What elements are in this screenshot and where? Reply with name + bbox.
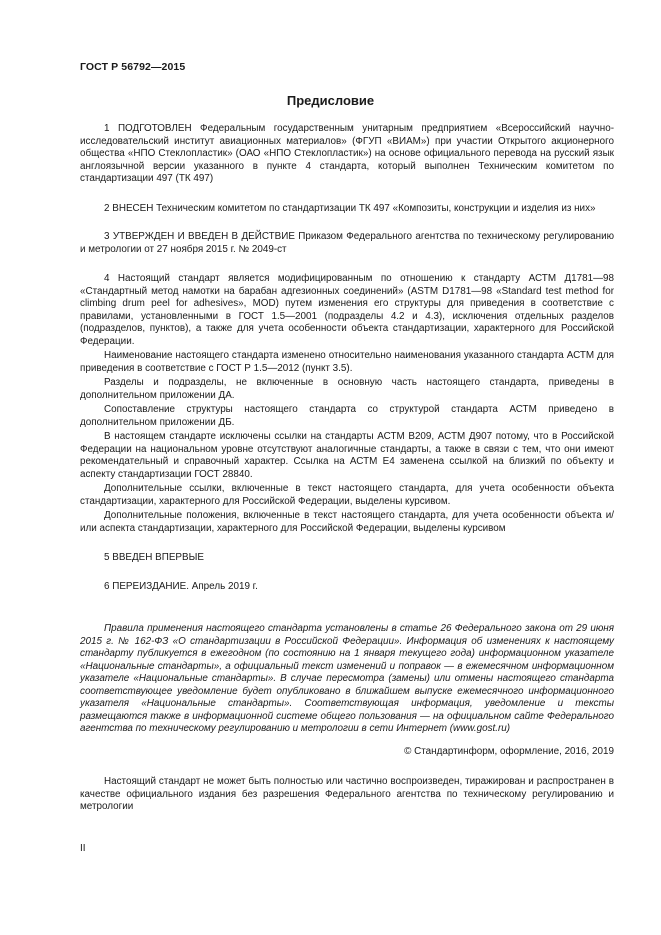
paragraph-4-structure: Сопоставление структуры настоящего стандарта со структурой стандарта АСТМ приведено в дополнительном приложении ДБ. bbox=[80, 404, 614, 428]
legal-notice: Правила применения настоящего стандарта установлены в статье 26 Федерального закона от 29 июня 2015 г. № 162-ФЗ «О стандартизации в Российской Федерации». Информация об изменениях к настоящему стандарту публикуется в ежегодном (по состоянию на 1 января текущего года) информационном указателе «Национальные стандарты», а официальный текст изменений и поправок — в ежемесячном информационном указателе «Национальные стандарты». В случае пересмотра (замены) или отмены настоящего стандарта соответствующее уведомление будет опубликовано в ближайшем выпуске ежемесячного информационного указателя «Национальные стандарты». Соответствующая информация, уведомление и тексты размещаются также в информационной системе общего пользования — на официальном сайте Федерального агентства по техническому регулированию и метрологии в сети Интернет (www.gost.ru) bbox=[80, 623, 614, 734]
paragraph-3-approved: 3 УТВЕРЖДЕН И ВВЕДЕН В ДЕЙСТВИЕ Приказом Федерального агентства по техническому регулированию и метрологии от 27 ноября 2015 г. № 2049-ст bbox=[80, 231, 614, 255]
reproduction-notice: Настоящий стандарт не может быть полностью или частично воспроизведен, тиражирован и распространен в качестве официального издания без разрешения Федерального агентства по техническому регулированию и метрологии bbox=[80, 776, 614, 812]
copyright-line: © Стандартинформ, оформление, 2016, 2019 bbox=[404, 745, 614, 757]
standard-code-header: ГОСТ Р 56792—2015 bbox=[80, 61, 186, 73]
paragraph-4-additional-refs: Дополнительные ссылки, включенные в текст настоящего стандарта, для учета особенности объекта стандартизации, характерного для Российской Федерации, выделены курсивом. bbox=[80, 483, 614, 507]
paragraph-5-first-introduced: 5 ВВЕДЕН ВПЕРВЫЕ bbox=[104, 552, 204, 563]
paragraph-4-additional-provisions: Дополнительные положения, включенные в текст настоящего стандарта, для учета особенности объекта и/или аспекта стандартизации, характерного для Российской Федерации, выделены курсивом bbox=[80, 510, 614, 534]
paragraph-4-sections: Разделы и подразделы, не включенные в основную часть настоящего стандарта, приведены в дополнительном приложении ДА. bbox=[80, 377, 614, 401]
page-title: Предисловие bbox=[286, 93, 375, 108]
foreword-body bbox=[80, 123, 614, 814]
paragraph-4-name-change: Наименование настоящего стандарта изменено относительно наименования указанного стандарта АСТМ для приведения в соответствие с ГОСТ Р 1.5—2012 (пункт 3.5). bbox=[80, 350, 614, 374]
paragraph-1-prepared: 1 ПОДГОТОВЛЕН Федеральным государственным унитарным предприятием «Всероссийский научно-исследовательский институт авиационных материалов» (ФГУП «ВИАМ») при участии Открытого акционерного общества «НПО Стеклопластик» (ОАО «НПО Стеклопластик») на основе официального перевода на русский язык англоязычной версии указанного в пункте 4 стандарта, который выполнен Техническим комитетом по стандартизации 497 (ТК 497) bbox=[80, 123, 614, 184]
paragraph-4-references: В настоящем стандарте исключены ссылки на стандарты АСТМ В209, АСТМ Д907 потому, что в Российской Федерации на национальном уровне отсутствуют аналогичные стандарты, а также в связи с тем, что они имеют рекомендательный и справочный характер. Ссылка на АСТМ Е4 заменена ссылкой на близкий по объекту и аспекту стандартизации ГОСТ 28840. bbox=[80, 431, 614, 480]
paragraph-6-reissue: 6 ПЕРЕИЗДАНИЕ. Апрель 2019 г. bbox=[104, 580, 258, 592]
paragraph-4-modified: 4 Настоящий стандарт является модифицированным по отношению к стандарту АСТМ Д1781—98 «Стандартный метод намотки на барабан адгезионных соединений» (ASTM D1781—98 «Standard test method for climbing drum peel for adhesives», MOD) путем изменения его структуры для приведения в соответствие с правилами, установленными в ГОСТ 1.5—2001 (подразделы 4.2 и 4.3), исключения отдельных разделов (подразделов, пунктов), а также для учета особенности объекта стандартизации, характерного для Российской Федерации. bbox=[80, 273, 614, 347]
page-number: II bbox=[80, 843, 86, 854]
paragraph-2-introduced: 2 ВНЕСЕН Техническим комитетом по стандартизации ТК 497 «Композиты, конструкции и изделия из них» bbox=[104, 202, 596, 214]
